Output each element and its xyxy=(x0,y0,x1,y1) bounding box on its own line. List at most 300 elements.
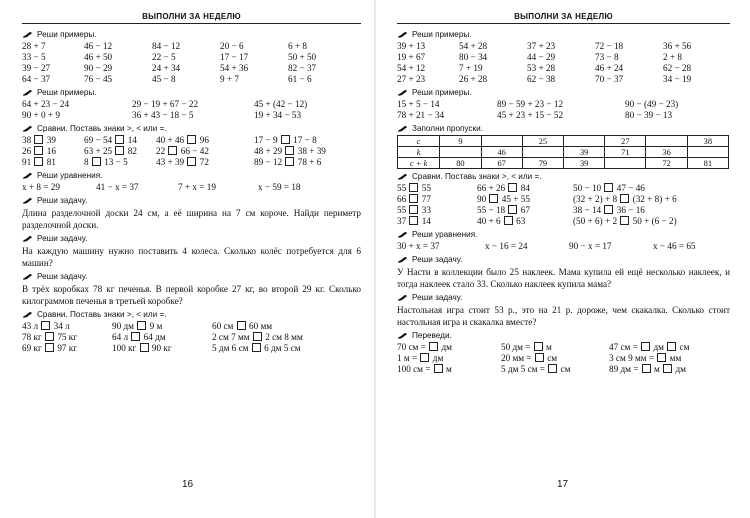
compare-left: 17 − 9 xyxy=(254,135,278,145)
compare-item xyxy=(84,135,156,146)
answer-box[interactable] xyxy=(115,146,124,155)
expression: 78 + 21 − 34 xyxy=(397,110,445,120)
compare-right: 97 кг xyxy=(57,343,78,353)
expression: 70 − 37 xyxy=(595,74,624,84)
answer-box[interactable] xyxy=(252,343,261,352)
expression: 89 − 59 + 23 − 12 xyxy=(497,99,564,109)
compare-right: 34 л xyxy=(53,321,70,331)
compare-item xyxy=(397,194,477,205)
answer-box[interactable] xyxy=(131,332,140,341)
convert-from: 89 дм = xyxy=(609,364,639,374)
answer-box[interactable] xyxy=(285,146,294,155)
answer-box[interactable] xyxy=(642,364,651,373)
task-title xyxy=(397,172,730,181)
answer-box[interactable] xyxy=(409,216,418,225)
answer-box[interactable] xyxy=(285,157,294,166)
pencil-icon xyxy=(397,231,408,239)
table-cell[interactable]: 71 xyxy=(605,147,646,158)
task-block xyxy=(397,124,730,169)
task-title xyxy=(397,255,730,264)
answer-box[interactable] xyxy=(281,135,290,144)
compare-grid xyxy=(397,183,730,227)
equation: 90 − x = 17 xyxy=(569,241,612,251)
task-title-text: Реши задачу. xyxy=(37,196,88,205)
convert-unit: см xyxy=(547,353,558,363)
table-cell[interactable]: 9 xyxy=(440,136,481,147)
compare-right: 77 xyxy=(421,194,431,204)
compare-right: 47 − 46 xyxy=(616,183,645,193)
task-block xyxy=(22,30,361,85)
expression: 54 + 28 xyxy=(459,41,488,51)
task-title xyxy=(397,293,730,302)
equation-row xyxy=(397,241,730,252)
compare-left: 40 + 6 xyxy=(477,216,501,226)
compare-item xyxy=(573,216,733,227)
compare-item xyxy=(112,321,212,332)
compare-grid xyxy=(22,135,361,168)
answer-box[interactable] xyxy=(253,332,262,341)
pencil-icon xyxy=(397,31,408,39)
task-title xyxy=(397,88,730,97)
table-cell[interactable]: 80 xyxy=(440,158,481,169)
row-header: k xyxy=(398,147,440,158)
pencil-icon xyxy=(22,31,33,39)
compare-item xyxy=(22,135,84,146)
compare-left: 64 л xyxy=(112,332,129,342)
compare-left: 60 см xyxy=(212,321,234,331)
expression: 2 + 8 xyxy=(663,52,682,62)
expression: 76 − 45 xyxy=(84,74,113,84)
answer-box[interactable] xyxy=(548,364,557,373)
convert-from: 3 см 9 мм = xyxy=(609,353,655,363)
compare-right: 50 + (6 − 2) xyxy=(632,216,677,226)
compare-left: 48 + 29 xyxy=(254,146,283,156)
expression: 37 + 23 xyxy=(527,41,556,51)
answer-box[interactable] xyxy=(535,353,544,362)
table-cell[interactable] xyxy=(605,158,646,169)
problem-text: У Насти в коллекции было 25 наклеек. Мама купила ей ещё несколько наклеек, и тогда наклеек стало 33. Сколько наклеек купила мама? xyxy=(397,267,730,289)
compare-right: 17 − 8 xyxy=(293,135,317,145)
compare-left: 69 кг xyxy=(22,343,42,353)
task-block xyxy=(397,172,730,227)
task-title xyxy=(22,310,361,319)
task-block xyxy=(22,234,361,269)
row-header: c + k xyxy=(398,158,440,169)
table-cell[interactable]: 27 xyxy=(605,136,646,147)
answer-box[interactable] xyxy=(187,135,196,144)
expression: 39 − 27 xyxy=(22,63,51,73)
table-cell[interactable] xyxy=(646,136,687,147)
compare-item xyxy=(477,216,573,227)
pencil-icon xyxy=(22,235,33,243)
problem-text: В трёх коробках 78 кг печенья. В первой коробке 27 кг, во второй 29 кг. Сколько килограммов печенья в третьей коробке? xyxy=(22,284,361,306)
answer-box[interactable] xyxy=(504,216,513,225)
table-cell[interactable] xyxy=(564,136,605,147)
task-block xyxy=(397,331,730,375)
convert-item xyxy=(501,364,609,375)
compare-left: 66 + 26 xyxy=(477,183,506,193)
compare-item xyxy=(212,343,352,354)
compare-left: 38 − 14 xyxy=(573,205,602,215)
compare-item xyxy=(156,157,254,168)
expression-grid xyxy=(22,99,361,121)
task-title xyxy=(397,230,730,239)
page-number: 17 xyxy=(556,479,569,490)
compare-left: 22 xyxy=(156,146,166,156)
expression: 80 − 39 − 13 xyxy=(625,110,673,120)
task-block xyxy=(397,230,730,252)
answer-box[interactable] xyxy=(508,183,517,192)
compare-item xyxy=(477,183,573,194)
convert-item xyxy=(501,342,609,353)
pencil-icon xyxy=(397,294,408,302)
compare-item xyxy=(397,183,477,194)
compare-item xyxy=(254,157,354,168)
expression: 90 + 0 + 9 xyxy=(22,110,60,120)
compare-item xyxy=(156,135,254,146)
expression: 53 + 28 xyxy=(527,63,556,73)
table-cell[interactable] xyxy=(522,147,563,158)
expression: 44 − 29 xyxy=(527,52,556,62)
answer-box[interactable] xyxy=(409,194,418,203)
compare-left: 37 xyxy=(397,216,407,226)
equation: 30 + x = 37 xyxy=(397,241,440,251)
compare-left: 5 дм 6 см xyxy=(212,343,249,353)
task-block xyxy=(397,30,730,85)
compare-left: 91 xyxy=(22,157,32,167)
compare-left: 78 кг xyxy=(22,332,42,342)
compare-right: 90 кг xyxy=(151,343,172,353)
task-title xyxy=(397,124,730,133)
compare-right: 63 xyxy=(516,216,526,226)
answer-box[interactable] xyxy=(604,205,613,214)
expression: 27 + 23 xyxy=(397,74,426,84)
answer-box[interactable] xyxy=(237,321,246,330)
answer-box[interactable] xyxy=(667,342,676,351)
answer-box[interactable] xyxy=(641,342,650,351)
convert-unit: м xyxy=(654,364,660,374)
table-cell[interactable] xyxy=(481,136,522,147)
expression-grid xyxy=(22,41,361,85)
answer-box[interactable] xyxy=(187,157,196,166)
compare-right: 84 xyxy=(520,183,530,193)
compare-right: 6 дм 5 см xyxy=(264,343,301,353)
convert-unit: дм xyxy=(675,364,686,374)
task-title-text: Реши примеры. xyxy=(37,88,97,97)
compare-left: 26 xyxy=(22,146,32,156)
expression: 7 + 19 xyxy=(459,63,483,73)
equation: x − 59 = 18 xyxy=(258,182,301,192)
answer-box[interactable] xyxy=(420,353,429,362)
task-title-text: Сравни. Поставь знаки >, < или =. xyxy=(412,172,542,181)
task-title-text: Заполни пропуски. xyxy=(412,124,483,133)
pencil-icon xyxy=(397,332,408,340)
table-cell[interactable]: 39 xyxy=(564,147,605,158)
convert-item xyxy=(397,353,501,364)
table-cell[interactable]: 38 xyxy=(687,136,728,147)
task-block xyxy=(22,272,361,307)
table-cell[interactable] xyxy=(440,147,481,158)
answer-box[interactable] xyxy=(534,342,543,351)
task-title-text: Переведи. xyxy=(412,331,452,340)
answer-box[interactable] xyxy=(34,135,43,144)
convert-item xyxy=(609,364,737,375)
table-row xyxy=(398,136,729,147)
task-block xyxy=(22,88,361,121)
expression: 46 − 12 xyxy=(84,41,113,51)
table-cell[interactable] xyxy=(687,147,728,158)
expression: 62 − 38 xyxy=(527,74,556,84)
answer-box[interactable] xyxy=(620,216,629,225)
compare-left: (50 + 6) + 2 xyxy=(573,216,618,226)
compare-right: 75 кг xyxy=(57,332,78,342)
convert-unit: дм xyxy=(653,342,664,352)
expression: 39 + 13 xyxy=(397,41,426,51)
pencil-icon xyxy=(22,172,33,180)
table-cell[interactable]: 72 xyxy=(646,158,687,169)
answer-box[interactable] xyxy=(429,342,438,351)
table-cell[interactable]: 67 xyxy=(481,158,522,169)
task-title-text: Реши задачу. xyxy=(37,272,88,281)
compare-left: 90 дм xyxy=(112,321,134,331)
equation: x − 46 = 65 xyxy=(653,241,696,251)
compare-item xyxy=(112,332,212,343)
compare-item xyxy=(22,332,112,343)
expression: 24 + 34 xyxy=(152,63,181,73)
compare-left: 55 xyxy=(397,183,407,193)
pencil-icon xyxy=(22,125,33,133)
convert-unit: м xyxy=(546,342,552,352)
answer-box[interactable] xyxy=(92,157,101,166)
problem-text: На каждую машину нужно поставить 4 колеса. Сколько колёс потребуется для 6 машин? xyxy=(22,246,361,268)
equation: x + 8 = 29 xyxy=(22,182,60,192)
answer-box[interactable] xyxy=(604,183,613,192)
compare-right: 66 − 42 xyxy=(180,146,209,156)
compare-grid xyxy=(22,321,361,354)
task-block xyxy=(397,293,730,328)
answer-box[interactable] xyxy=(489,194,498,203)
answer-box[interactable] xyxy=(34,157,43,166)
expression: 15 + 5 − 14 xyxy=(397,99,440,109)
expression: 80 − 34 xyxy=(459,52,488,62)
convert-from: 70 см = xyxy=(397,342,426,352)
compare-left: 63 + 25 xyxy=(84,146,113,156)
page-header: ВЫПОЛНИ ЗА НЕДЕЛЮ xyxy=(397,12,730,24)
compare-item xyxy=(397,205,477,216)
answer-box[interactable] xyxy=(115,135,124,144)
answer-box[interactable] xyxy=(45,332,54,341)
compare-right: 72 xyxy=(199,157,209,167)
compare-left: (32 + 2) + 8 xyxy=(573,194,618,204)
answer-box[interactable] xyxy=(663,364,672,373)
task-title-text: Реши задачу. xyxy=(412,293,463,302)
answer-box[interactable] xyxy=(168,146,177,155)
compare-right: 9 м xyxy=(149,321,163,331)
compare-right: 82 xyxy=(127,146,137,156)
expression: 17 − 17 xyxy=(220,52,249,62)
expression: 46 + 50 xyxy=(84,52,113,62)
compare-left: 55 − 18 xyxy=(477,205,506,215)
convert-item xyxy=(397,342,501,353)
convert-from: 50 дм = xyxy=(501,342,531,352)
expression: 72 − 18 xyxy=(595,41,624,51)
table-cell[interactable]: 36 xyxy=(646,147,687,158)
task-title-text: Реши примеры. xyxy=(37,30,97,39)
compare-left: 43 л xyxy=(22,321,39,331)
convert-unit: дм xyxy=(432,353,444,363)
compare-left: 43 + 39 xyxy=(156,157,185,167)
convert-from: 5 дм 5 см = xyxy=(501,364,545,374)
answer-box[interactable] xyxy=(620,194,629,203)
convert-unit: см xyxy=(560,364,571,374)
problem-text: Длина разделочной доски 24 см, а её ширина на 7 см короче. Найди периметр разделочной доски. xyxy=(22,208,361,230)
table-cell[interactable]: 81 xyxy=(687,158,728,169)
compare-left: 8 xyxy=(84,157,89,167)
expression: 90 − (49 − 23) xyxy=(625,99,679,109)
compare-right: 81 xyxy=(46,157,56,167)
answer-box[interactable] xyxy=(137,321,146,330)
compare-item xyxy=(573,205,733,216)
convert-unit: м xyxy=(446,364,452,374)
convert-item xyxy=(397,364,501,375)
expression: 20 − 6 xyxy=(220,41,244,51)
compare-item xyxy=(254,146,354,157)
expression: 90 − 29 xyxy=(84,63,113,73)
expression-grid xyxy=(397,41,730,85)
task-title-text: Реши задачу. xyxy=(37,234,88,243)
compare-right: 55 xyxy=(421,183,431,193)
pencil-icon xyxy=(397,173,408,181)
compare-left: 38 xyxy=(22,135,32,145)
compare-right: 33 xyxy=(421,205,431,215)
compare-item xyxy=(22,146,84,157)
compare-left: 2 см 7 мм xyxy=(212,332,250,342)
pencil-icon xyxy=(397,125,408,133)
compare-right: 45 + 55 xyxy=(501,194,530,204)
answer-box[interactable] xyxy=(409,205,418,214)
compare-left: 89 − 12 xyxy=(254,157,283,167)
expression: 34 − 19 xyxy=(663,74,692,84)
pencil-icon xyxy=(22,197,33,205)
expression: 36 + 56 xyxy=(663,41,692,51)
convert-unit: мм xyxy=(669,353,682,363)
task-block xyxy=(22,124,361,168)
pencil-icon xyxy=(397,256,408,264)
expression: 54 + 12 xyxy=(397,63,426,73)
expression: 61 − 6 xyxy=(288,74,312,84)
task-title-text: Реши примеры. xyxy=(412,88,472,97)
pencil-icon xyxy=(397,89,408,97)
equation: 7 + x = 19 xyxy=(178,182,216,192)
compare-right: 67 xyxy=(520,205,530,215)
compare-right: 2 см 8 мм xyxy=(265,332,303,342)
convert-from: 20 мм = xyxy=(501,353,532,363)
task-title xyxy=(22,234,361,243)
answer-box[interactable] xyxy=(34,146,43,155)
compare-right: 96 xyxy=(199,135,209,145)
task-block xyxy=(22,171,361,193)
compare-left: 50 − 10 xyxy=(573,183,602,193)
compare-item xyxy=(84,146,156,157)
table-cell[interactable]: 39 xyxy=(564,158,605,169)
compare-item xyxy=(22,157,84,168)
expression-grid xyxy=(397,99,730,121)
task-title-text: Реши примеры. xyxy=(412,30,472,39)
convert-item xyxy=(609,342,737,353)
compare-item xyxy=(477,205,573,216)
answer-box[interactable] xyxy=(409,183,418,192)
expression: 28 + 7 xyxy=(22,41,46,51)
task-title-text: Сравни. Поставь знаки >, < или =. xyxy=(37,310,167,319)
answer-box[interactable] xyxy=(434,364,443,373)
convert-unit: см xyxy=(679,342,690,352)
answer-box[interactable] xyxy=(41,321,50,330)
task-title xyxy=(397,331,730,340)
compare-left: 40 + 46 xyxy=(156,135,185,145)
compare-right: 38 + 39 xyxy=(297,146,326,156)
row-header: c xyxy=(398,136,440,147)
table-cell[interactable]: 25 xyxy=(522,136,563,147)
task-title xyxy=(22,196,361,205)
answer-box[interactable] xyxy=(508,205,517,214)
expression: 50 + 50 xyxy=(288,52,317,62)
task-title-text: Реши задачу. xyxy=(412,255,463,264)
expression: 45 − 8 xyxy=(152,74,176,84)
compare-item xyxy=(212,332,352,343)
compare-right: (32 + 8) + 6 xyxy=(632,194,677,204)
task-block xyxy=(397,88,730,121)
expression: 64 − 37 xyxy=(22,74,51,84)
task-title xyxy=(22,171,361,180)
compare-item xyxy=(156,146,254,157)
pencil-icon xyxy=(22,311,33,319)
compare-left: 100 кг xyxy=(112,343,137,353)
compare-right: 36 − 16 xyxy=(616,205,645,215)
convert-from: 47 см = xyxy=(609,342,638,352)
page-number: 16 xyxy=(181,479,194,490)
compare-right: 64 дм xyxy=(143,332,166,342)
expression: 45 + (42 − 12) xyxy=(254,99,308,109)
task-title xyxy=(22,124,361,133)
compare-right: 16 xyxy=(46,146,56,156)
compare-left: 55 xyxy=(397,205,407,215)
convert-item xyxy=(609,353,737,364)
equation-row xyxy=(22,182,361,193)
compare-right: 78 + 6 xyxy=(297,157,322,167)
expression: 46 + 24 xyxy=(595,63,624,73)
pencil-icon xyxy=(22,273,33,281)
expression: 6 + 8 xyxy=(288,41,307,51)
fill-table xyxy=(397,135,729,169)
expression: 73 − 8 xyxy=(595,52,619,62)
compare-item xyxy=(212,321,352,332)
answer-box[interactable] xyxy=(45,343,54,352)
compare-right: 13 − 5 xyxy=(104,157,128,167)
answer-box[interactable] xyxy=(140,343,149,352)
compare-item xyxy=(573,194,733,205)
compare-item xyxy=(22,343,112,354)
answer-box[interactable] xyxy=(657,353,666,362)
task-block xyxy=(22,196,361,231)
task-title-text: Реши уравнения. xyxy=(412,230,478,239)
table-cell[interactable]: 79 xyxy=(522,158,563,169)
compare-right: 14 xyxy=(421,216,431,226)
convert-grid xyxy=(397,342,730,375)
expression: 54 + 36 xyxy=(220,63,249,73)
task-block xyxy=(397,255,730,290)
task-title-text: Сравни. Поставь знаки >, < или =. xyxy=(37,124,167,133)
table-cell[interactable]: 46 xyxy=(481,147,522,158)
